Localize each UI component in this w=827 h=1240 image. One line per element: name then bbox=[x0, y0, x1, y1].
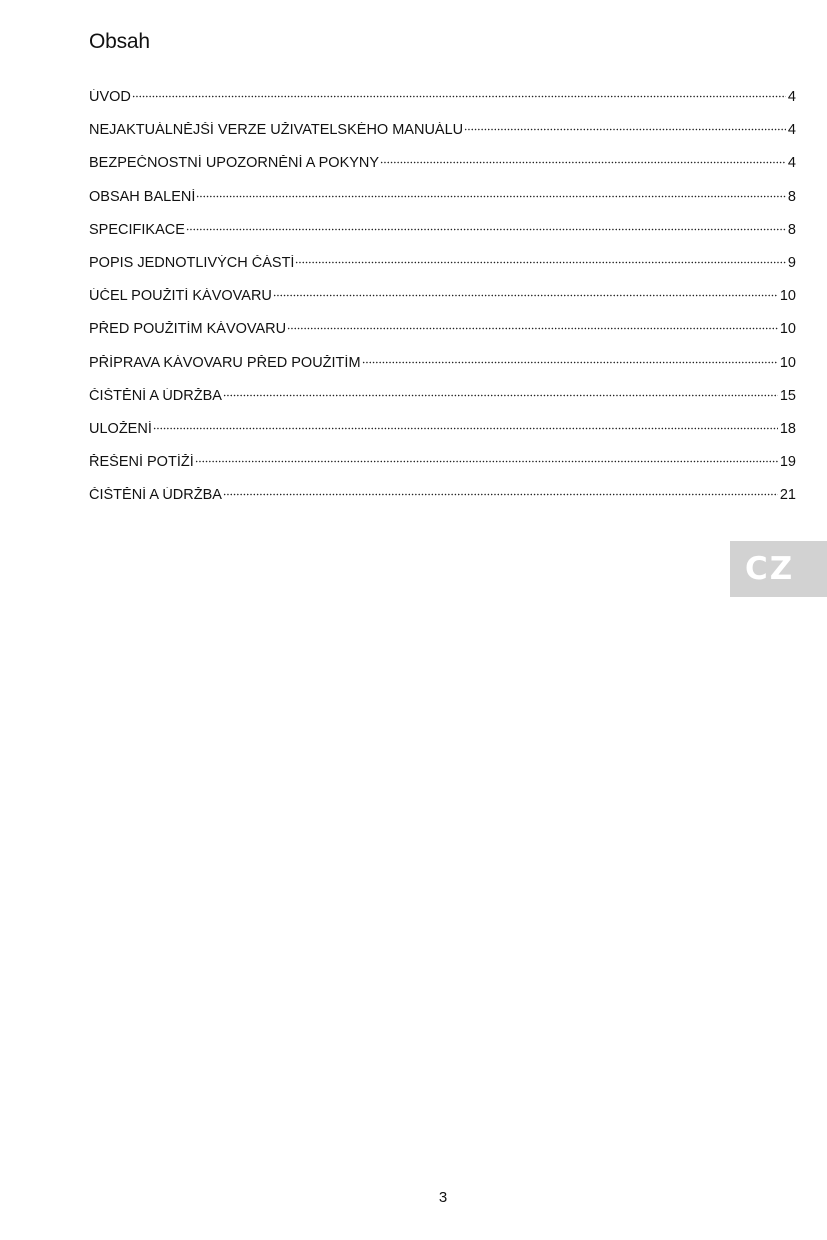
toc-entry-label: POPIS JEDNOTLIVÝCH ČÁSTÍ bbox=[89, 254, 295, 271]
toc-entry-label: ČIŠTĚNÍ A ÚDRŽBA bbox=[89, 487, 222, 504]
toc-entry-label: NEJAKTUÁLNĚJŠÍ VERZE UŽIVATELSKÉHO MANUÁLU bbox=[89, 122, 464, 139]
toc-entry[interactable] bbox=[89, 222, 796, 255]
toc-entry-label: ŘEŠENÍ POTÍŽÍ bbox=[89, 454, 194, 471]
table-of-contents bbox=[89, 89, 796, 520]
toc-entry-page: 4 bbox=[787, 122, 796, 139]
page-title: Obsah bbox=[89, 30, 150, 53]
toc-entry-label: ÚČEL POUŽITÍ KÁVOVARU bbox=[89, 288, 272, 305]
toc-entry-page: 10 bbox=[779, 288, 796, 305]
toc-entry-page: 19 bbox=[779, 454, 796, 471]
toc-entry[interactable] bbox=[89, 355, 796, 388]
toc-entry-page: 9 bbox=[787, 254, 796, 271]
toc-entry-label: SPECIFIKACE bbox=[89, 221, 185, 238]
toc-entry-label: PŘED POUŽITÍM KÁVOVARU bbox=[89, 321, 287, 338]
toc-entry[interactable] bbox=[89, 388, 796, 421]
toc-entry-page: 21 bbox=[779, 487, 796, 504]
toc-entry-label: ÚVOD bbox=[89, 89, 131, 105]
toc-entry[interactable] bbox=[89, 288, 796, 321]
toc-entry-label: BEZPEČNOSTNÍ UPOZORNĚNÍ A POKYNY bbox=[89, 155, 380, 172]
toc-dot-leader bbox=[295, 256, 785, 264]
toc-dot-leader bbox=[195, 455, 778, 463]
toc-dot-leader bbox=[223, 488, 778, 496]
toc-entry-page: 4 bbox=[787, 155, 796, 172]
toc-entry[interactable] bbox=[89, 487, 796, 520]
toc-entry-page: 8 bbox=[787, 221, 796, 238]
toc-dot-leader bbox=[464, 123, 786, 131]
toc-dot-leader bbox=[273, 289, 778, 297]
toc-entry-page: 10 bbox=[779, 321, 796, 338]
toc-entry[interactable] bbox=[89, 454, 796, 487]
toc-entry[interactable] bbox=[89, 321, 796, 354]
toc-entry-label: ČIŠTĚNÍ A ÚDRŽBA bbox=[89, 387, 222, 404]
toc-dot-leader bbox=[196, 190, 786, 198]
toc-dot-leader bbox=[362, 356, 778, 364]
toc-entry-page: 8 bbox=[787, 188, 796, 205]
toc-entry[interactable] bbox=[89, 255, 796, 288]
toc-entry-label: OBSAH BALENÍ bbox=[89, 188, 196, 205]
toc-entry[interactable] bbox=[89, 421, 796, 454]
toc-dot-leader bbox=[153, 422, 778, 430]
toc-entry-label: ULOŽENÍ bbox=[89, 420, 152, 437]
toc-dot-leader bbox=[287, 322, 778, 330]
toc-entry[interactable] bbox=[89, 122, 796, 155]
toc-dot-leader bbox=[186, 223, 786, 231]
toc-entry[interactable] bbox=[89, 155, 796, 188]
toc-entry[interactable] bbox=[89, 89, 796, 122]
toc-dot-leader bbox=[132, 90, 786, 98]
toc-entry-page: 18 bbox=[779, 420, 796, 437]
toc-entry-label: PŘÍPRAVA KÁVOVARU PŘED POUŽITÍM bbox=[89, 354, 361, 371]
language-tab: CZ bbox=[730, 541, 827, 597]
toc-dot-leader bbox=[380, 156, 786, 164]
page-number: 3 bbox=[438, 1189, 448, 1206]
toc-entry-page: 15 bbox=[779, 387, 796, 404]
toc-entry-page: 10 bbox=[779, 354, 796, 371]
toc-entry[interactable] bbox=[89, 189, 796, 222]
toc-dot-leader bbox=[223, 389, 778, 397]
toc-entry-page: 4 bbox=[787, 89, 796, 105]
